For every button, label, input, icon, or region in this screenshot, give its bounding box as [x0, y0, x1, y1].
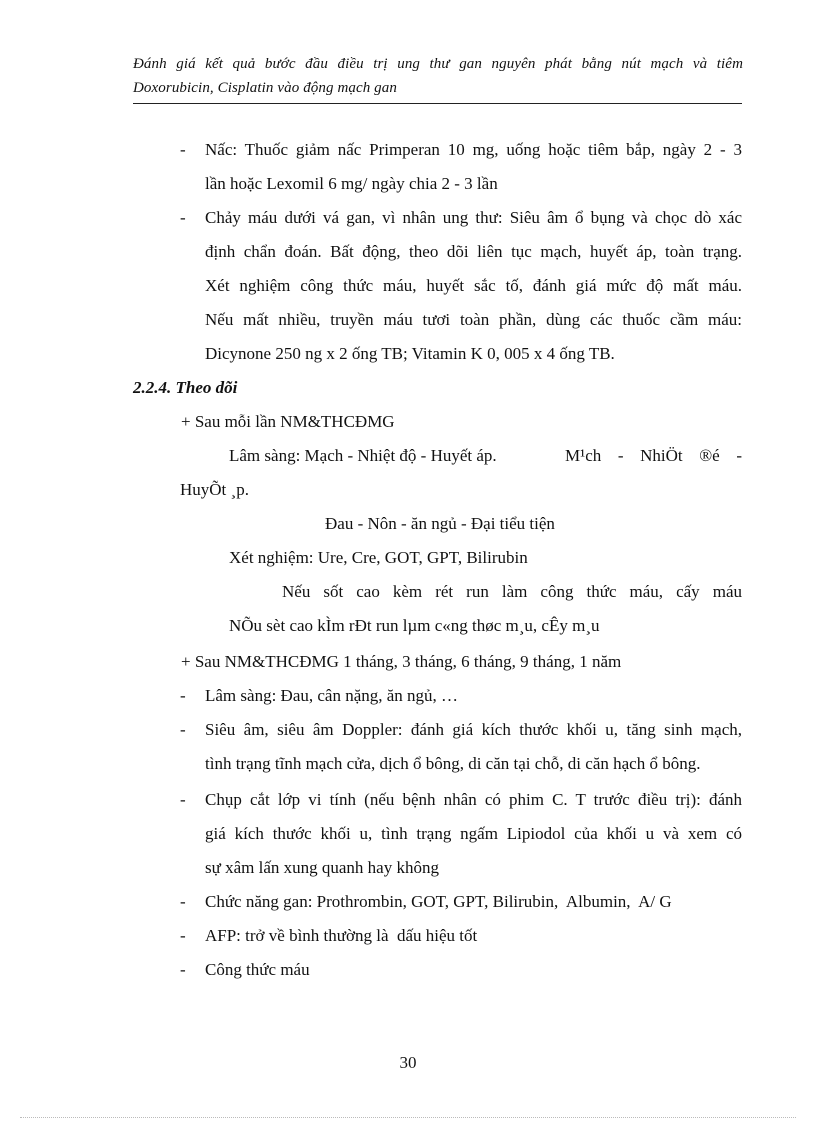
bullet-marker: - — [180, 926, 186, 945]
after-periods-line: + Sau NM&THCĐMG 1 tháng, 3 tháng, 6 tháng, 9 tháng, 1 năm — [181, 652, 622, 671]
bullet-marker: - — [180, 140, 186, 159]
bullet-ultrasound-line-2: tình trạng tĩnh mạch cửa, dịch ổ bông, di căn tại chỗ, di căn hạch ổ bông. — [205, 754, 701, 773]
header-line-2: Doxorubicin, Cisplatin vào động mạch gan — [133, 80, 397, 96]
bullet-2-line-4: Nếu mất nhiều, truyền máu tươi toàn phần, dùng các thuốc cầm máu: — [205, 310, 742, 329]
page-edge-divider — [20, 1117, 796, 1118]
garbled-text-1a: M¹ch - NhiÖt ®é - — [565, 446, 742, 465]
running-header — [133, 52, 743, 100]
bullet-marker: - — [180, 208, 186, 227]
bullet-afp: AFP: trở về bình thường là dấu hiệu tốt — [205, 926, 478, 945]
bullet-1-line-2: lần hoặc Lexomil 6 mg/ ngày chia 2 - 3 lần — [205, 174, 498, 193]
bullet-marker: - — [180, 790, 186, 809]
bullet-2-line-2: định chẩn đoán. Bất động, theo dõi liên tục mạch, huyết áp, toàn trạng. — [205, 242, 742, 261]
clinical-line: Lâm sàng: Mạch - Nhiệt độ - Huyết áp. — [229, 446, 497, 465]
page-number: 30 — [399, 1053, 417, 1072]
bullet-2-line-1: Chảy máu dưới vá gan, vì nhân ung thư: Siêu âm ổ bụng và chọc dò xác — [205, 208, 742, 227]
after-each-line: + Sau mỗi lần NM&THCĐMG — [181, 412, 395, 431]
bullet-marker: - — [180, 686, 186, 705]
bullet-liver-function: Chức năng gan: Prothrombin, GOT, GPT, Bilirubin, Albumin, A/ G — [205, 892, 672, 911]
bullet-2-line-5: Dicynone 250 ng x 2 ống TB; Vitamin K 0, 005 x 4 ống TB. — [205, 344, 615, 363]
garbled-text-2: NÕu sèt cao kÌm rÐt run lµm c«ng thøc m¸u, cÊy m¸u — [229, 616, 600, 635]
bullet-marker: - — [180, 960, 186, 979]
garbled-text-1b: HuyÕt ¸p. — [180, 480, 249, 499]
bullet-ct-line-2: giá kích thước khối u, tình trạng ngấm Lipiodol của khối u và xem có — [205, 824, 742, 843]
bullet-ct-line-1: Chụp cắt lớp vi tính (nếu bệnh nhân có phim C. T trước điều trị): đánh — [205, 790, 742, 809]
lab-line: Xét nghiệm: Ure, Cre, GOT, GPT, Bilirubin — [229, 548, 528, 567]
fever-line: Nếu sốt cao kèm rét run làm công thức máu, cấy máu — [282, 582, 742, 601]
bullet-1-line-1: Nấc: Thuốc giảm nấc Primperan 10 mg, uống hoặc tiêm bắp, ngày 2 - 3 — [205, 140, 742, 159]
bullet-ultrasound-line-1: Siêu âm, siêu âm Doppler: đánh giá kích thước khối u, tăng sinh mạch, — [205, 720, 742, 739]
bullet-blood-count: Công thức máu — [205, 960, 310, 979]
bullet-ct-line-3: sự xâm lấn xung quanh hay không — [205, 858, 439, 877]
section-heading: 2.2.4. Theo dõi — [133, 378, 238, 397]
bullet-marker: - — [180, 720, 186, 739]
bullet-marker: - — [180, 892, 186, 911]
bullet-clinical: Lâm sàng: Đau, cân nặng, ăn ngủ, … — [205, 686, 459, 705]
header-rule — [133, 103, 742, 104]
clinical-line-2: Đau - Nôn - ăn ngủ - Đại tiểu tiện — [325, 514, 555, 533]
header-line-1: Đánh giá kết quả bước đầu điều trị ung thư gan nguyên phát bằng nút mạch và tiêm — [133, 56, 743, 72]
bullet-2-line-3: Xét nghiệm công thức máu, huyết sắc tố, đánh giá mức độ mất máu. — [205, 276, 742, 295]
